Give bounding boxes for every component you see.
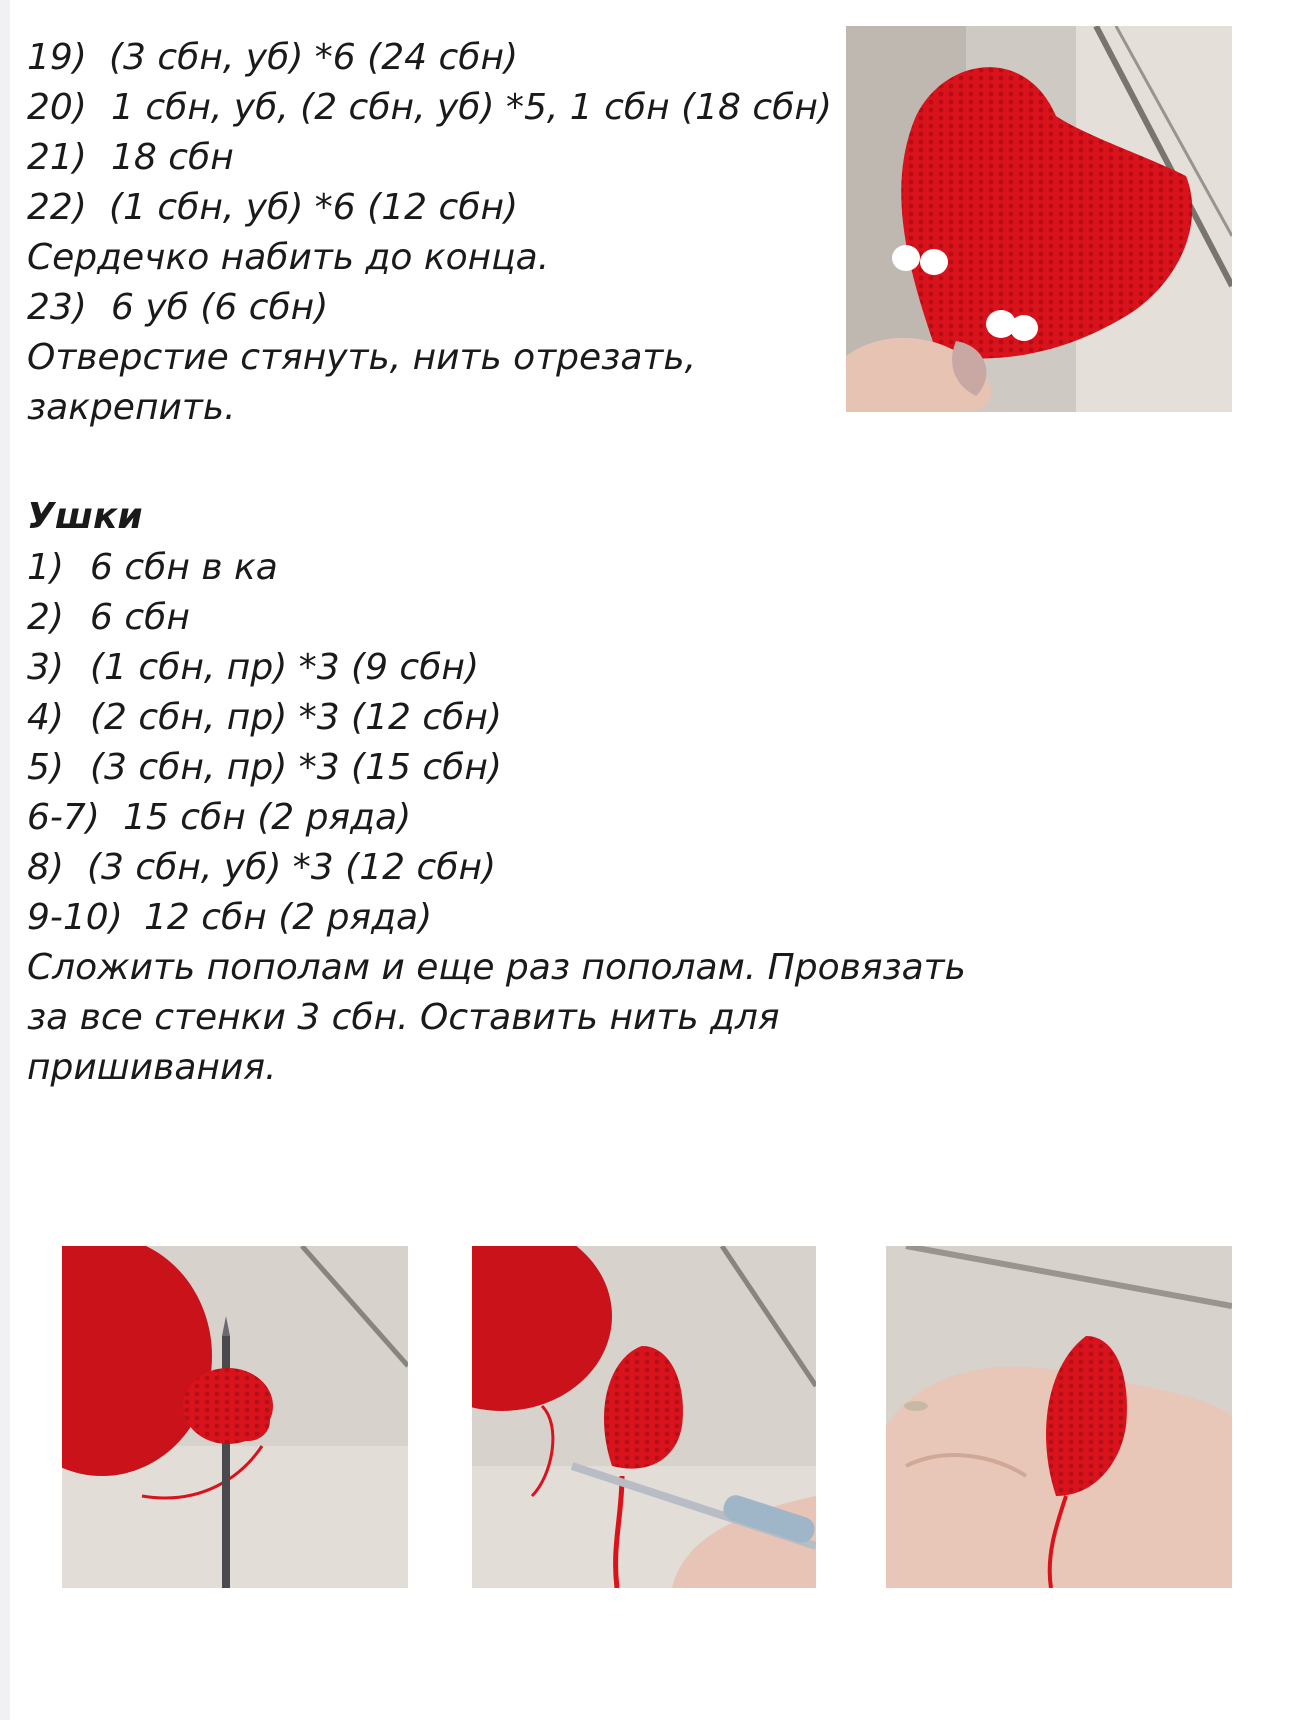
row-text: 15 сбн (2 ряда) (123, 797, 412, 838)
row-text: 1 сбн, уб, (2 сбн, уб) *5, 1 сбн (18 сбн) (111, 87, 832, 128)
heart-row-20 (27, 83, 832, 133)
row-text: 6 сбн (90, 597, 190, 638)
row-number: 9-10) (27, 897, 123, 938)
row-number: 22) (27, 187, 87, 228)
row-number: 3) (27, 647, 64, 688)
row-text: 6 сбн в ка (90, 547, 278, 588)
document-page (10, 0, 1290, 1720)
heart-row-21 (27, 133, 234, 183)
row-number: 1) (27, 547, 64, 588)
row-text: 18 сбн (111, 137, 234, 178)
row-text: 6 уб (6 сбн) (111, 287, 329, 328)
row-number: 5) (27, 747, 64, 788)
row-text: (3 сбн, уб) *6 (24 сбн) (109, 37, 519, 78)
row-text: (1 сбн, пр) *3 (9 сбн) (90, 647, 480, 688)
heart-note-close-1: Отверстие стянуть, нить отрезать, (27, 337, 697, 378)
heart-note-close-2: закрепить. (27, 387, 236, 428)
ear-row-3 (27, 643, 479, 693)
row-number: 23) (27, 287, 87, 328)
row-text: 12 сбн (2 ряда) (144, 897, 433, 938)
heart-row-19 (27, 33, 518, 83)
row-number: 21) (27, 137, 87, 178)
row-text: (3 сбн, уб) *3 (12 сбн) (87, 847, 497, 888)
heart-row-23 (27, 283, 328, 333)
ears-note-1: Сложить пополам и еще раз пополам. Провязать (27, 947, 966, 988)
row-text: (3 сбн, пр) *3 (15 сбн) (90, 747, 502, 788)
ear-row-6-7 (27, 793, 411, 843)
ear-row-2 (27, 593, 190, 643)
row-text: (1 сбн, уб) *6 (12 сбн) (109, 187, 519, 228)
row-number: 20) (27, 87, 87, 128)
ear-step-photo-2 (472, 1246, 816, 1588)
ear-row-8 (27, 843, 496, 893)
ear-row-5 (27, 743, 502, 793)
row-number: 6-7) (27, 797, 100, 838)
ear-step-photo-1 (62, 1246, 408, 1588)
ears-note-3: пришивания. (27, 1047, 277, 1088)
ear-row-9-10 (27, 893, 432, 943)
row-number: 19) (27, 37, 87, 78)
ear-step-photo-3 (886, 1246, 1232, 1588)
heart-photo (846, 26, 1232, 412)
ears-heading: Ушки (27, 496, 143, 537)
row-number: 4) (27, 697, 64, 738)
ears-note-2: за все стенки 3 сбн. Оставить нить для (27, 997, 780, 1038)
ear-row-1 (27, 543, 278, 593)
row-number: 8) (27, 847, 64, 888)
ear-row-4 (27, 693, 502, 743)
heart-note-stuff: Сердечко набить до конца. (27, 237, 550, 278)
row-text: (2 сбн, пр) *3 (12 сбн) (90, 697, 502, 738)
heart-row-22 (27, 183, 518, 233)
row-number: 2) (27, 597, 64, 638)
